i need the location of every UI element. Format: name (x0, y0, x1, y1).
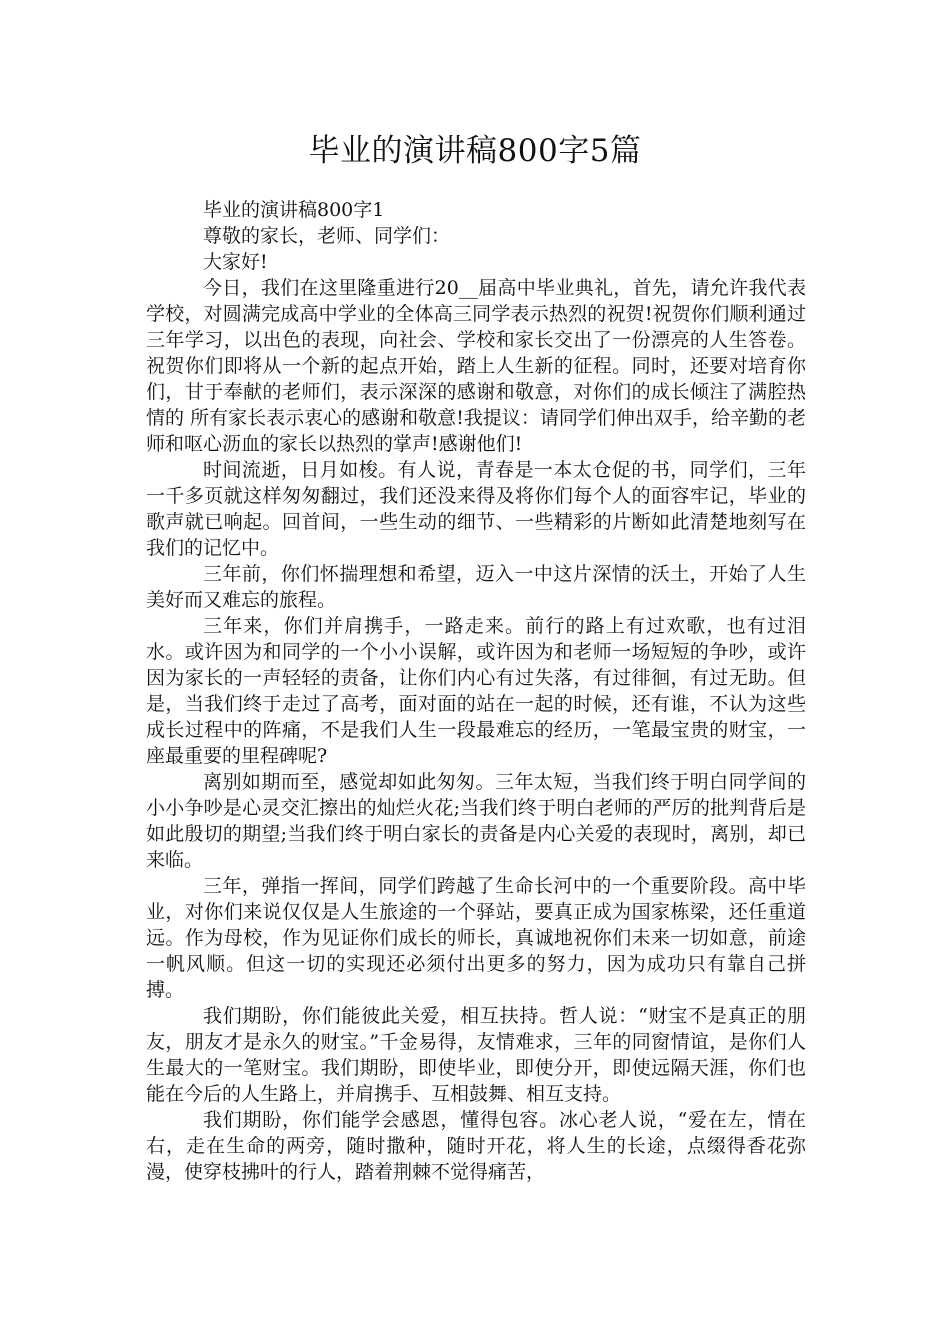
document-title: 毕业的演讲稿800字5篇 (308, 133, 642, 169)
paragraph-2: 时间流逝，日月如梭。有人说，青春是一本太仓促的书，同学们，三年一千多页就这样匆匆翻过，我们还没来得及将你们每个人的面容牢记，毕业的歌声就已响起。回首间，一些生动的细节、一些精彩的片断如此清楚地刻写在我们的记忆中。 (146, 459, 806, 559)
paragraph-1: 今日，我们在这里隆重进行20__届高中毕业典礼，首先，请允许我代表学校，对圆满完成高中学业的全体高三同学表示热烈的祝贺!祝贺你们顺利通过三年学习，以出色的表现，向社会、学校和家长交出了一份漂亮的人生答卷。祝贺你们即将从一个新的起点开始，踏上人生新的征程。同时，还要对培育你们，甘于奉献的老师们，表示深深的感谢和敬意，对你们的成长倾注了满腔热情的 所有家长表示衷心的感谢和敬意!我提议：请同学们伸出双手，给辛勤的老师和呕心沥血的家长以热烈的掌声!感谢他们! (146, 277, 806, 455)
paragraph-8: 我们期盼，你们能学会感恩，懂得包容。冰心老人说，“爱在左，情在右，走在生命的两旁，随时撒种，随时开花，将人生的长途，点缀得香花弥漫，使穿枝拂叶的行人，踏着荆棘不觉得痛苦， (146, 1109, 806, 1183)
greeting: 大家好! (203, 251, 268, 273)
paragraph-5: 离别如期而至，感觉却如此匆匆。三年太短，当我们终于明白同学间的小小争吵是心灵交汇擦出的灿烂火花;当我们终于明白老师的严厉的批判背后是如此殷切的期望;当我们终于明白家长的责备是内心关爱的表现时，离别，却已来临。 (146, 771, 806, 871)
paragraph-7: 我们期盼，你们能彼此关爱，相互扶持。哲人说：“财宝不是真正的朋友，朋友才是永久的财宝。”千金易得，友情难求，三年的同窗情谊，是你们人生最大的一笔财宝。我们期盼，即使毕业，即使分开，即使远隔天涯，你们也能在今后的人生路上，并肩携手、互相鼓舞、相互支持。 (146, 1005, 806, 1105)
document-body (146, 197, 806, 1185)
paragraph-3: 三年前，你们怀揣理想和希望，迈入一中这片深情的沃土，开始了人生美好而又难忘的旅程。 (146, 563, 806, 611)
salutation: 尊敬的家长，老师、同学们： (203, 225, 451, 247)
section-subtitle: 毕业的演讲稿800字1 (203, 199, 385, 221)
paragraph-4: 三年来，你们并肩携手，一路走来。前行的路上有过欢歌，也有过泪水。或许因为和同学的一个小小误解，或许因为和老师一场短短的争吵，或许因为家长的一声轻轻的责备，让你们内心有过失落，有过徘徊，有过无助。但是，当我们终于走过了高考，面对面的站在一起的时候，还有谁，不认为这些成长过程中的阵痛，不是我们人生一段最难忘的经历，一笔最宝贵的财宝，一座最重要的里程碑呢? (146, 615, 806, 767)
paragraph-6: 三年，弹指一挥间，同学们跨越了生命长河中的一个重要阶段。高中毕业，对你们来说仅仅是人生旅途的一个驿站，要真正成为国家栋梁，还任重道远。作为母校，作为见证你们成长的师长，真诚地祝你们未来一切如意，前途一帆风顺。但这一切的实现还必须付出更多的努力，因为成功只有靠自己拼搏。 (146, 875, 806, 1001)
